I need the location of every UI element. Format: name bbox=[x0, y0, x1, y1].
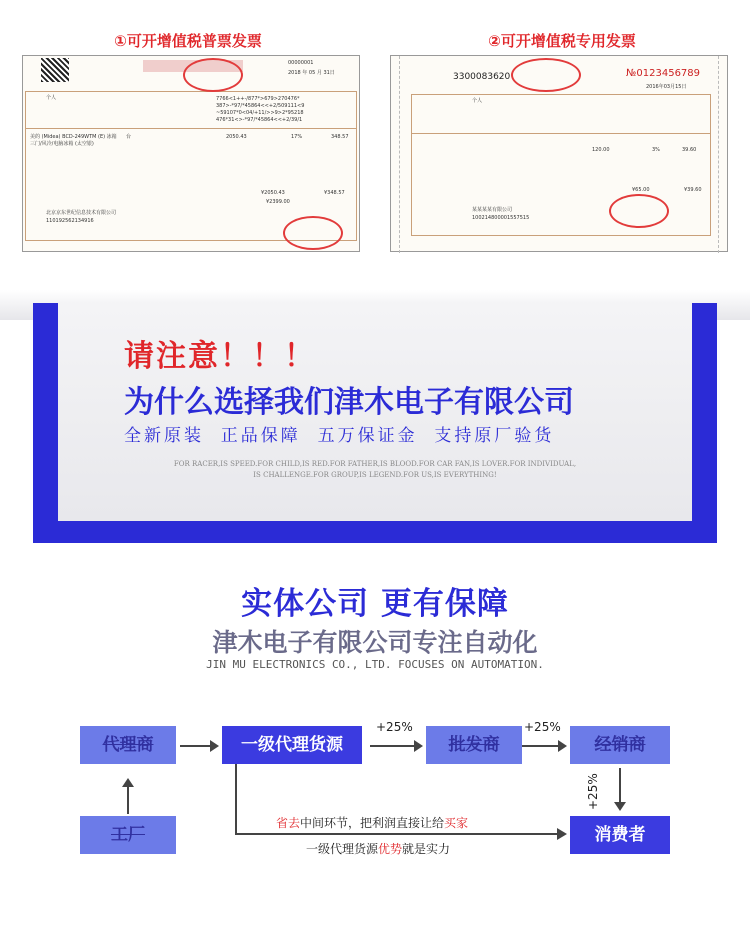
seller-tax-id: 110192562134916 bbox=[46, 218, 94, 224]
notice-headline: 请注意！！！ bbox=[124, 339, 316, 374]
flow-consumer: 消费者 bbox=[570, 816, 670, 854]
item-rate: 3% bbox=[652, 147, 660, 153]
arrow-primary-wholesaler bbox=[370, 745, 416, 747]
markup-1: +25% bbox=[376, 720, 413, 734]
company-subtitle: 津木电子有限公司专注自动化 bbox=[212, 628, 538, 657]
seller-name: 北京京东世纪信息技术有限公司 bbox=[46, 210, 117, 216]
english-line-1: FOR RACER,IS SPEED.FOR CHILD,IS RED.FOR FATHER,IS BLOOD.FOR CAR FAN,IS LOVER.FOR INDIVIDUAL, bbox=[173, 460, 577, 468]
seal-stamp-icon-2 bbox=[283, 216, 343, 250]
total-tax: ¥348.57 bbox=[324, 190, 345, 196]
company-english: JIN MU ELECTRONICS CO., LTD. FOCUSES ON AUTOMATION. bbox=[206, 658, 544, 671]
item-tax: 39.60 bbox=[682, 147, 697, 153]
perforation-right bbox=[718, 56, 724, 253]
flow-primary-source: 一级代理货源 bbox=[222, 726, 362, 764]
markup-3: +25% bbox=[586, 773, 600, 810]
seller-name: 某某某某有限公司 bbox=[472, 207, 513, 213]
divider bbox=[26, 128, 356, 129]
arrowhead-icon bbox=[558, 740, 567, 752]
bypass-line-horizontal bbox=[235, 833, 559, 835]
arrowhead-icon bbox=[557, 828, 567, 840]
company-title: 实体公司 更有保障 bbox=[241, 586, 509, 622]
arrowhead-up-icon bbox=[122, 778, 134, 787]
invoice-no: №0123456789 bbox=[626, 68, 701, 79]
arrow-distributor-consumer bbox=[619, 768, 621, 804]
normal-invoice-image bbox=[22, 55, 360, 252]
item-rate: 17% bbox=[291, 134, 303, 140]
bypass-line-vertical bbox=[235, 764, 237, 834]
arrow-factory-agent bbox=[127, 786, 129, 814]
normal-invoice-title: ①可开增值税普票发票 bbox=[114, 32, 262, 50]
arrowhead-icon bbox=[414, 740, 423, 752]
buyer-name: 个人 bbox=[472, 98, 483, 104]
flow-agent: 代理商 bbox=[80, 726, 176, 764]
notice-slogan: 全新原装 正品保障 五万保证金 支持原厂验货 bbox=[124, 426, 555, 446]
seal-stamp-icon-2 bbox=[609, 194, 669, 228]
total-amount: ¥65.00 bbox=[632, 187, 650, 193]
flow-factory: 工厂 bbox=[80, 816, 176, 854]
english-line-2: IS CHALLENGE.FOR GROUP,IS LEGEND.FOR US,IS EVERYTHING! bbox=[253, 471, 497, 479]
flow-distributor: 经销商 bbox=[570, 726, 670, 764]
divider bbox=[412, 133, 710, 134]
advantage-note: 一级代理货源优势就是实力 bbox=[306, 842, 451, 856]
flow-wholesaler: 批发商 bbox=[426, 726, 522, 764]
notice-question: 为什么选择我们津木电子有限公司 bbox=[124, 385, 574, 420]
buyer-name: 个人 bbox=[46, 95, 57, 101]
item-amount: 2050.43 bbox=[226, 134, 247, 140]
special-invoice-title: ②可开增值税专用发票 bbox=[488, 32, 636, 50]
invoice-date: 2018 年 05 月 31日 bbox=[288, 70, 335, 76]
item-name: 美的 (Midea) BCD-249WTM (E) 冰箱三门/风冷/电脑冰箱 (太空银) bbox=[30, 134, 117, 147]
invoice-code: 3300083620 bbox=[453, 72, 511, 82]
grand-total: ¥2399.00 bbox=[266, 199, 290, 205]
qr-code-icon bbox=[41, 58, 69, 82]
arrowhead-down-icon bbox=[614, 802, 626, 811]
markup-2: +25% bbox=[524, 720, 561, 734]
arrowhead-icon bbox=[210, 740, 219, 752]
seal-stamp-icon bbox=[511, 58, 581, 92]
notice-panel bbox=[58, 303, 692, 521]
cipher-area: 7766<1++-/877*>679>270476* 387>-*97/*45864<<+2/509111<9 ~59107*0<04/+11/>>9>2*95218 476*31<>-*97/*45864<<+2/39/1 bbox=[216, 96, 305, 123]
seal-stamp-icon bbox=[183, 58, 243, 92]
invoice-date: 2016年03月15日 bbox=[646, 84, 687, 90]
special-invoice-image bbox=[390, 55, 728, 252]
bypass-note: 省去中间环节，把利润直接让给买家 bbox=[276, 816, 469, 830]
item-unit: 台 bbox=[126, 134, 132, 140]
invoice-number: 00000001 bbox=[288, 60, 314, 66]
seller-tax-id: 100214800001557515 bbox=[472, 215, 530, 221]
item-amount: 120.00 bbox=[592, 147, 610, 153]
arrow-agent-primary bbox=[180, 745, 214, 747]
perforation-left bbox=[394, 56, 400, 253]
item-tax: 348.57 bbox=[331, 134, 349, 140]
total-amount: ¥2050.43 bbox=[261, 190, 285, 196]
total-tax: ¥39.60 bbox=[684, 187, 702, 193]
arrow-wholesaler-distributor bbox=[522, 745, 560, 747]
